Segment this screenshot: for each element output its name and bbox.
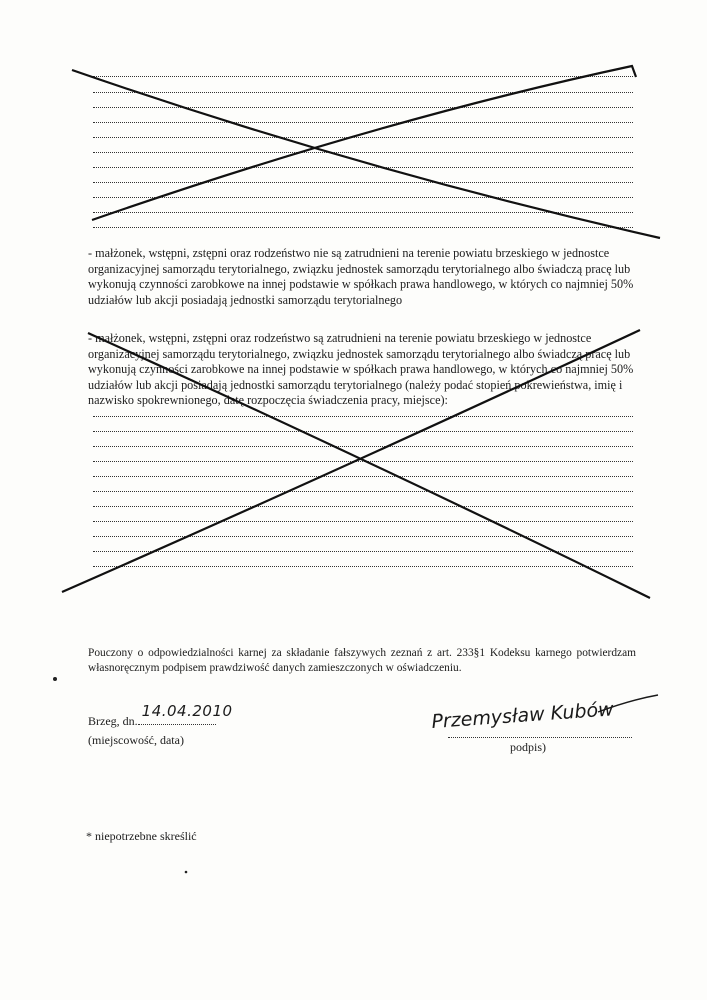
- declaration-not-employed: - małżonek, wstępni, zstępni oraz rodzeństwo nie są zatrudnieni na terenie powiatu brzeskiego w jednostce organizacyjnej samorządu terytorialnego, związku jednostek samorządu terytorialnego albo świadczą pracę lub wykonują czynności zarobkowe na innej podstawie w spółkach prawa handlowego, w których co najmniej 50% udziałów lub akcji posiadają jednostki samorządu terytorialnego: [88, 246, 634, 307]
- footnote: * niepotrzebne skreślić: [86, 829, 197, 843]
- signature-label: podpis): [510, 740, 546, 754]
- place-prefix: Brzeg, dn.: [88, 714, 138, 728]
- declaration-employed-crossed: - małżonek, wstępni, zstępni oraz rodzeństwo są zatrudnieni na terenie powiatu brzeskiego w jednostce organizacyjnej samorządu terytorialnego, związku jednostek samorządu terytorialnego albo świadczą pracę lub wykonują czynności zarobkowe na innej podstawie w spółkach prawa handlowego, w których co najmniej 50% udziałów lub akcji posiadają jednostki samorządu terytorialnego (należy podać stopień pokrewieństwa, imię i nazwisko spokrewnionego, datę rozpoczęcia świadczenia pracy, miejsce):: [88, 331, 634, 407]
- signature-line: [448, 737, 632, 738]
- signature-text: Przemysław Kubów: [430, 698, 615, 733]
- handwritten-date: 14.04.2010: [141, 702, 233, 720]
- perjury-notice: Pouczony o odpowiedzialności karnej za składanie fałszywych zeznań z art. 233§1 Kodeksu karnego potwierdzam własnoręcznym podpisem prawdziwość danych zamieszczonych w oświadczeniu.: [88, 647, 636, 674]
- place-date-label: (miejscowość, data): [88, 733, 184, 747]
